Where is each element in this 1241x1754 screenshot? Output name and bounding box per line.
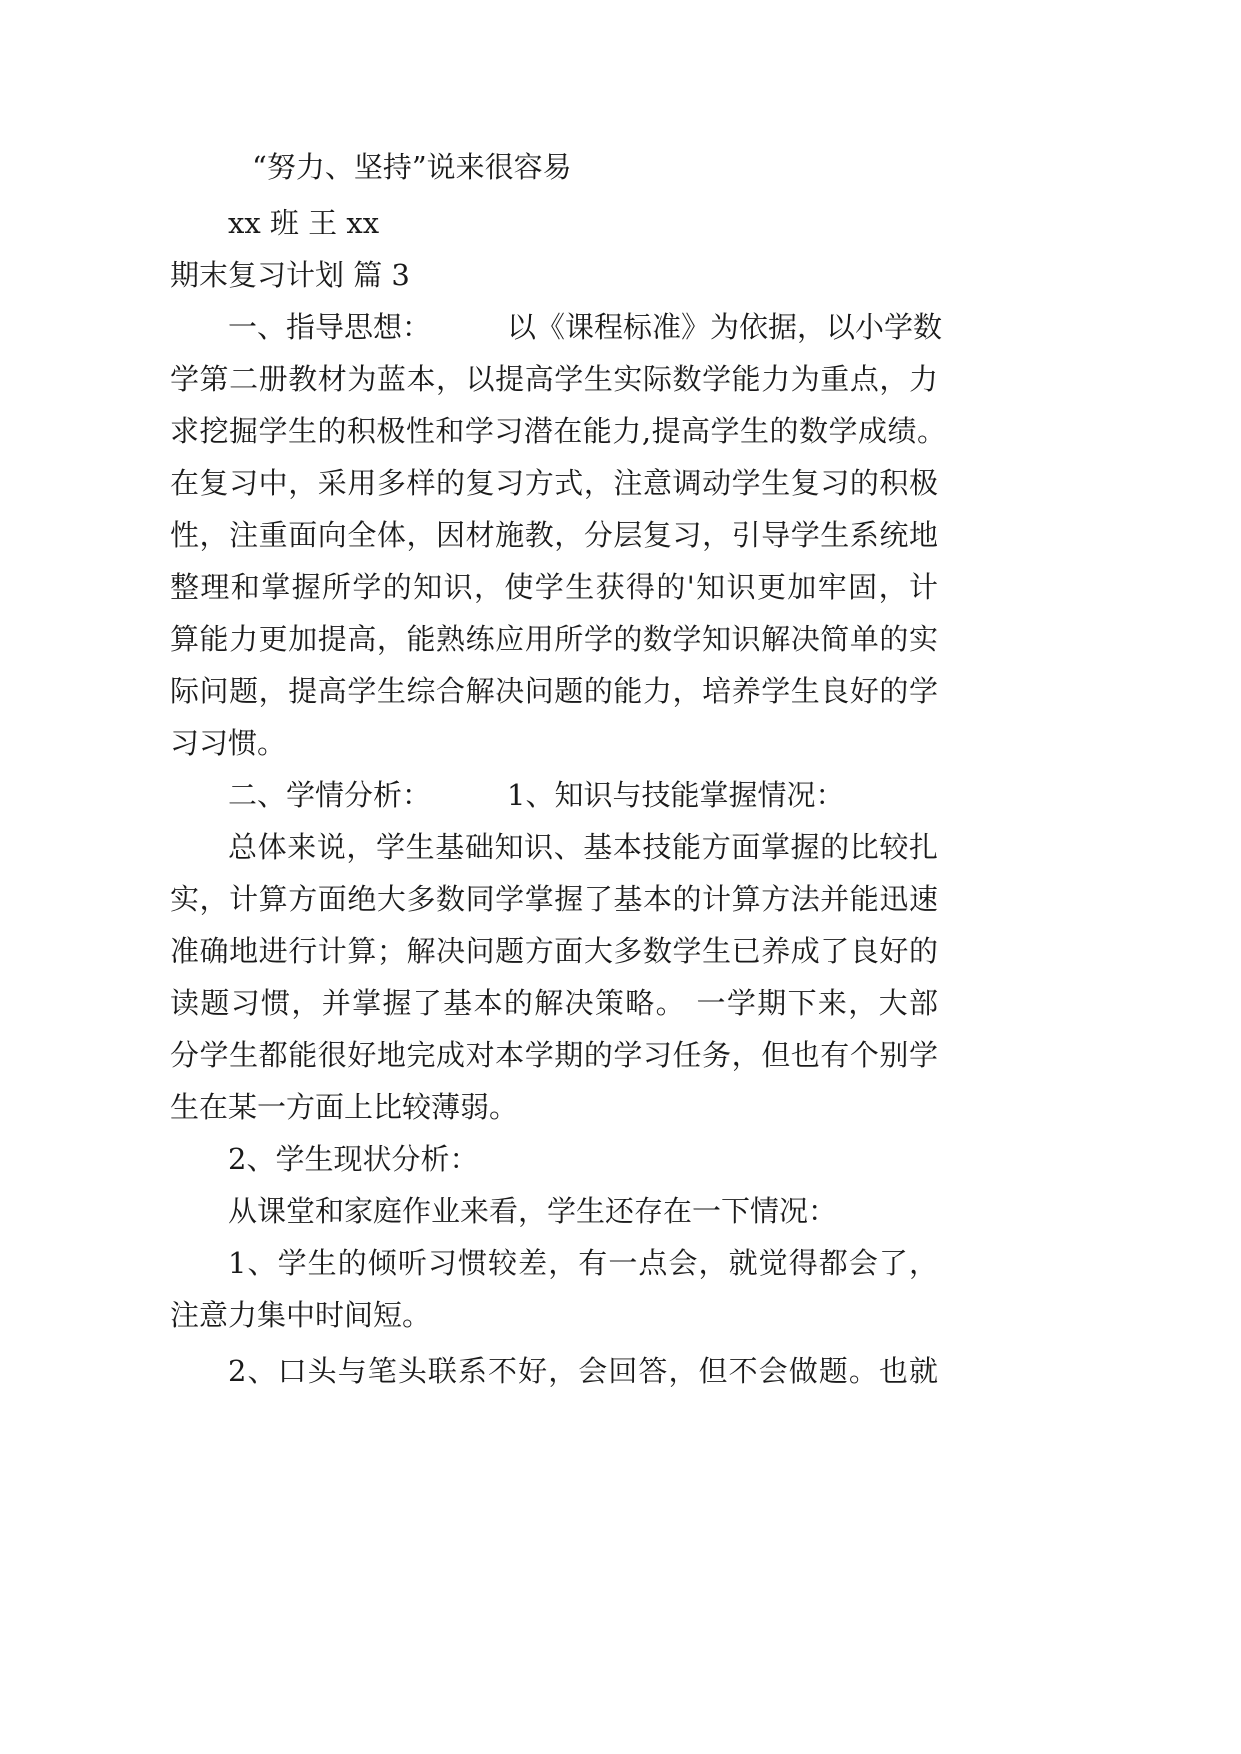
paragraph-line: 习习惯。 bbox=[170, 726, 287, 760]
paragraph-text: 以《课程标准》为依据，以小学数 bbox=[507, 310, 943, 344]
paragraph-line: 际问题，提高学生综合解决问题的能力，培养学生良好的学 bbox=[170, 674, 938, 708]
paragraph-line: 学第二册教材为蓝本，以提高学生实际数学能力为重点，力 bbox=[170, 362, 938, 396]
subheading-label: 1、知识与技能掌握情况： bbox=[507, 778, 845, 812]
paragraph-line: 分学生都能很好地完成对本学期的学习任务，但也有个别学 bbox=[170, 1038, 938, 1072]
list-item-line: 2、口头与笔头联系不好，会回答，但不会做题。也就 bbox=[228, 1354, 938, 1388]
paragraph-line: 读题习惯，并掌握了基本的解决策略。 一学期下来，大部 bbox=[170, 986, 938, 1020]
paragraph-line: 从课堂和家庭作业来看，学生还存在一下情况： bbox=[228, 1194, 838, 1228]
quote-line: “努力、坚持”说来很容易 bbox=[252, 150, 572, 184]
list-item-line: 1、学生的倾听习惯较差，有一点会，就觉得都会了， bbox=[228, 1246, 938, 1280]
paragraph-line: 生在某一方面上比较薄弱。 bbox=[170, 1090, 519, 1124]
paragraph-line: 求挖掘学生的积极性和学习潜在能力,提高学生的数学成绩。 bbox=[170, 414, 946, 448]
signature-line: xx 班 王 xx bbox=[228, 206, 380, 240]
paragraph-line: 整理和掌握所学的知识，使学生获得的'知识更加牢固，计 bbox=[170, 570, 938, 604]
paragraph-line: 在复习中，采用多样的复习方式，注意调动学生复习的积极 bbox=[170, 466, 938, 500]
paragraph-line: 性，注重面向全体，因材施教，分层复习，引导学生系统地 bbox=[170, 518, 938, 552]
paragraph-line: 实，计算方面绝大多数同学掌握了基本的计算方法并能迅速 bbox=[170, 882, 938, 916]
heading-label: 一、指导思想： bbox=[228, 310, 432, 344]
paragraph-line: 准确地进行计算；解决问题方面大多数学生已养成了良好的 bbox=[170, 934, 938, 968]
heading-situation-analysis bbox=[228, 778, 948, 812]
heading-guiding-thought bbox=[228, 310, 948, 344]
list-item-line: 注意力集中时间短。 bbox=[170, 1298, 432, 1332]
paragraph-line: 算能力更加提高，能熟练应用所学的数学知识解决简单的实 bbox=[170, 622, 938, 656]
heading-label: 二、学情分析： bbox=[228, 778, 432, 812]
subheading-current-status: 2、学生现状分析： bbox=[228, 1142, 479, 1176]
section-title: 期末复习计划 篇 3 bbox=[170, 258, 410, 292]
paragraph-line: 总体来说，学生基础知识、基本技能方面掌握的比较扎 bbox=[228, 830, 938, 864]
